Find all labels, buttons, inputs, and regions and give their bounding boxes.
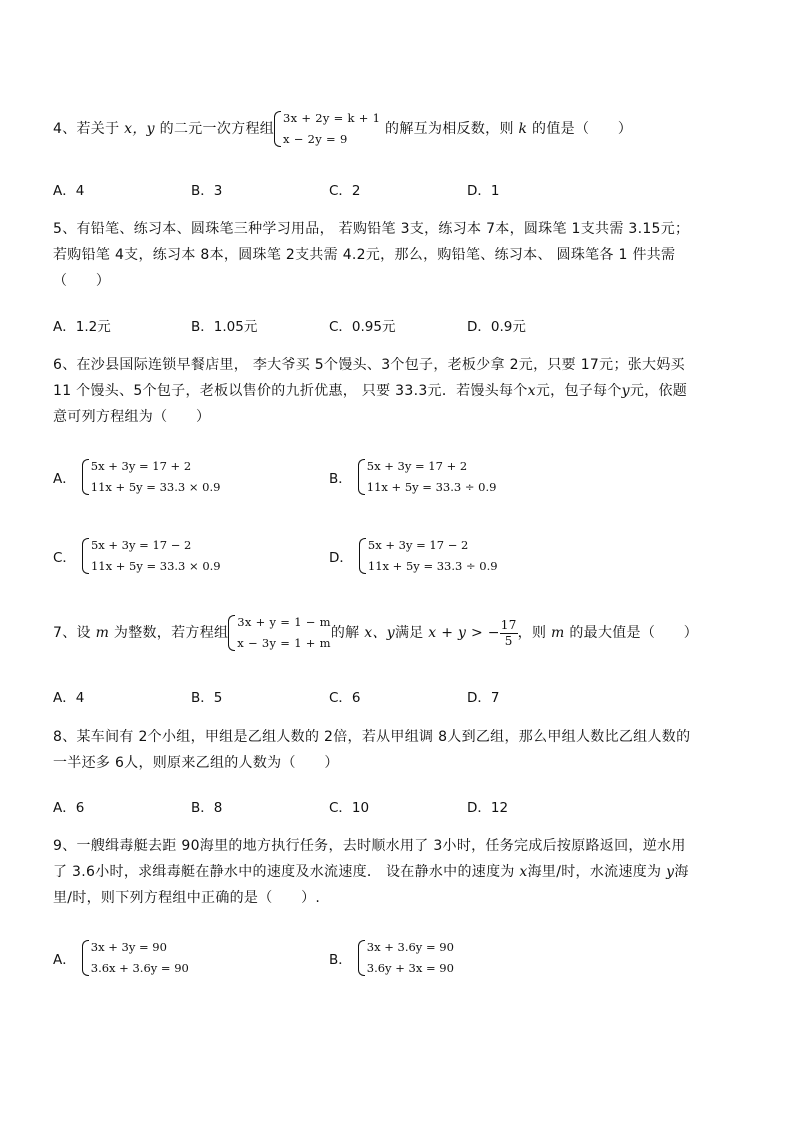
q4-text-mid: 的二元一次方程组 — [154, 121, 275, 137]
q4-option-d[interactable]: D．1 — [467, 183, 500, 199]
q6-option-d[interactable] — [329, 535, 498, 577]
q9-line1: 9、一艘缉毒艇去距 90海里的地方执行任务，去时顺水用了 3小时，任务完成后按原路返回，逆水用 — [53, 838, 686, 854]
q6-d-eq2: 11x + 5y = 33.3 ÷ 0.9 — [367, 559, 498, 573]
q8-option-a[interactable]: A．6 — [53, 800, 85, 816]
q6-option-b-system — [358, 456, 497, 498]
q7-text-mid: 为整数，若方程组 — [109, 625, 229, 641]
q6-option-a-system — [82, 456, 221, 498]
q6-option-d-system — [359, 535, 498, 577]
q8-option-c[interactable]: C．10 — [329, 800, 370, 816]
q4-option-c[interactable]: C．2 — [329, 183, 361, 199]
q6-var-x: x — [527, 383, 536, 399]
q7-option-c[interactable]: C．6 — [329, 690, 361, 706]
q6-line2-part3: 元，依题 — [629, 383, 688, 399]
q7-text-post3: ，则 — [517, 625, 552, 641]
q9-var-y: y — [666, 864, 675, 880]
q7-eq1: 3x + y = 1 − m — [237, 615, 331, 629]
q6-line2-part1: 11 个馒头、5个包子，老板以售价的九折优惠， 只要 33.3元．若馒头每个 — [53, 383, 528, 399]
q7-fraction-denominator: 5 — [504, 633, 513, 648]
q7-fraction-numerator: 17 — [500, 617, 517, 632]
q6-b-eq2: 11x + 5y = 33.3 ÷ 0.9 — [366, 480, 497, 494]
q6-b-eq1: 5x + 3y = 17 + 2 — [366, 459, 468, 473]
q9-b-eq1: 3x + 3.6y = 90 — [366, 940, 454, 954]
q5-option-b[interactable]: B．1.05元 — [191, 319, 258, 335]
brace-icon — [274, 111, 281, 147]
q8-option-d[interactable]: D．12 — [467, 800, 509, 816]
q9-option-a-label: A． — [53, 952, 76, 968]
q4-text-pre: 4、若关于 — [53, 121, 125, 137]
q7-option-d[interactable]: D．7 — [467, 690, 500, 706]
q7-text-end: 的最大值是（ ） — [564, 625, 699, 641]
q7-m2: m — [551, 625, 565, 641]
q5-option-c[interactable]: C．0.95元 — [329, 319, 396, 335]
q5-line3: （ ） — [53, 273, 111, 289]
question-9 — [53, 833, 743, 911]
q9-b-eq2: 3.6y + 3x = 90 — [366, 961, 454, 975]
brace-icon — [82, 459, 89, 495]
q9-option-b-label: B． — [329, 952, 352, 968]
q8-option-b[interactable]: B．8 — [191, 800, 223, 816]
q6-option-a[interactable] — [53, 456, 220, 498]
q7-options — [53, 686, 743, 708]
q7-equation-system — [228, 612, 331, 654]
q4-text-post: 的解互为相反数，则 — [380, 121, 519, 137]
q6-option-c-system — [82, 535, 221, 577]
q6-c-eq2: 11x + 5y = 33.3 × 0.9 — [90, 559, 221, 573]
q7-xy: x、y — [364, 625, 395, 641]
q5-line2: 若购铅笔 4支，练习本 8本，圆珠笔 2支共需 4.2元，那么，购铅笔、练习本、 圆珠笔各 1 件共需 — [53, 247, 676, 263]
q5-options — [53, 315, 743, 337]
q4-eq2: x − 2y = 9 — [283, 132, 348, 146]
q9-line2-part3: 海 — [674, 864, 689, 880]
q6-line3: 意可列方程组为（ ） — [53, 409, 211, 425]
q9-option-a[interactable] — [53, 937, 189, 979]
q9-var-x: x — [519, 864, 528, 880]
question-8 — [53, 724, 743, 776]
question-6 — [53, 352, 743, 430]
q4-option-b[interactable]: B．3 — [191, 183, 223, 199]
q7-m: m — [95, 625, 110, 641]
brace-icon — [82, 940, 89, 976]
q9-line3: 里/时，则下列方程组中正确的是（ ）. — [53, 890, 321, 906]
q7-option-b[interactable]: B．5 — [191, 690, 223, 706]
q6-option-d-label: D． — [329, 550, 353, 566]
q6-option-b[interactable] — [329, 456, 496, 498]
question-5 — [53, 216, 743, 294]
q7-text-pre: 7、设 — [53, 625, 96, 641]
q6-option-b-label: B． — [329, 471, 352, 487]
q4-options — [53, 179, 743, 201]
q7-text-post2: 满足 — [394, 625, 429, 641]
q6-a-eq2: 11x + 5y = 33.3 × 0.9 — [90, 480, 221, 494]
q4-equation-system — [274, 108, 380, 150]
q7-inequality: x + y > − — [428, 625, 500, 641]
q9-option-b-system — [358, 937, 454, 979]
q9-option-b[interactable] — [329, 937, 454, 979]
q6-option-a-label: A． — [53, 471, 76, 487]
q4-eq1: 3x + 2y = k + 1 — [283, 111, 381, 125]
q6-d-eq1: 5x + 3y = 17 − 2 — [367, 538, 469, 552]
q9-line2-part2: 海里/时，水流速度为 — [527, 864, 667, 880]
q5-line1: 5、有铅笔、练习本、圆珠笔三种学习用品， 若购铅笔 3支，练习本 7本，圆珠笔 1支共需 3.15元； — [53, 221, 690, 237]
q8-line1: 8、某车间有 2个小组，甲组是乙组人数的 2倍，若从甲组调 8人到乙组，那么甲组人数比乙组人数的 — [53, 729, 691, 745]
q6-a-eq1: 5x + 3y = 17 + 2 — [90, 459, 192, 473]
q5-option-d[interactable]: D．0.9元 — [467, 319, 526, 335]
q6-line2 — [53, 378, 743, 404]
q9-a-eq2: 3.6x + 3.6y = 90 — [90, 961, 189, 975]
brace-icon — [358, 459, 365, 495]
q9-line2-part1: 了 3.6小时，求缉毒艇在静水中的速度及水流速度． 设在静水中的速度为 — [53, 864, 520, 880]
q6-c-eq1: 5x + 3y = 17 − 2 — [90, 538, 192, 552]
brace-icon — [358, 940, 365, 976]
q6-option-c-label: C． — [53, 550, 76, 566]
q6-line2-part2: 元，包子每个 — [535, 383, 622, 399]
q4-option-a[interactable]: A．4 — [53, 183, 85, 199]
q9-a-eq1: 3x + 3y = 90 — [90, 940, 167, 954]
q6-option-c[interactable] — [53, 535, 221, 577]
q7-text-post1: 的解 — [330, 625, 365, 641]
q7-option-a[interactable]: A．4 — [53, 690, 85, 706]
q8-line2: 一半还多 6人，则原来乙组的人数为（ ） — [53, 755, 339, 771]
q8-options — [53, 796, 743, 818]
q5-option-a[interactable]: A．1.2元 — [53, 319, 111, 335]
brace-icon — [359, 538, 366, 574]
q9-option-a-system — [82, 937, 189, 979]
q9-line2 — [53, 859, 743, 885]
brace-icon — [228, 615, 235, 651]
q6-line1: 6、在沙县国际连锁早餐店里， 李大爷买 5个馒头、3个包子，老板少拿 2元，只要 17元；张大妈买 — [53, 357, 685, 373]
question-7 — [53, 612, 743, 654]
brace-icon — [82, 538, 89, 574]
q4-text-end: 的值是（ ） — [527, 121, 633, 137]
q4-vars: x，y — [124, 121, 155, 137]
q6-var-y: y — [621, 383, 630, 399]
question-4 — [53, 108, 743, 150]
q7-eq2: x − 3y = 1 + m — [237, 636, 331, 650]
q7-fraction — [500, 618, 518, 649]
q4-k: k — [518, 121, 528, 137]
